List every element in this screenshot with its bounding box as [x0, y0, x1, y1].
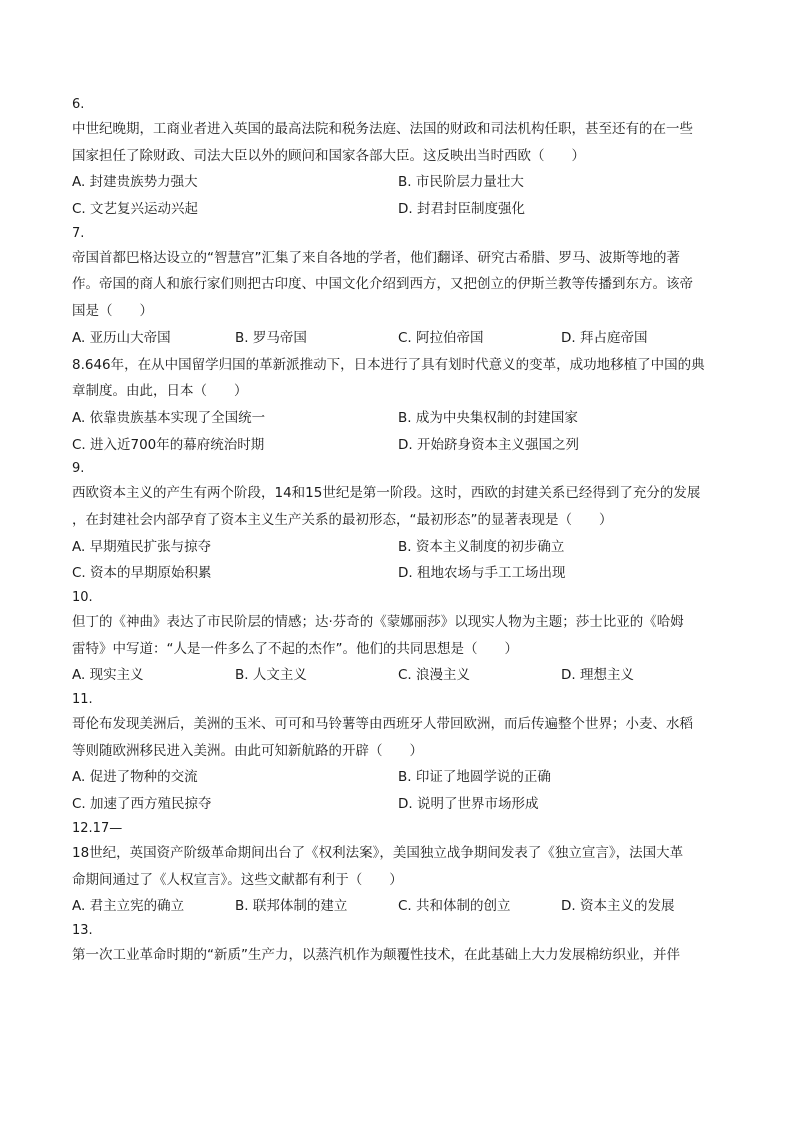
- question-stem-line: 国家担任了除财政、司法大臣以外的顾问和国家各部大臣。这反映出当时西欧（ ）: [72, 147, 585, 164]
- question-stem-line: 命期间通过了《人权宣言》。这些文献都有利于（ ）: [72, 871, 403, 888]
- option-d[interactable]: D. 封君封臣制度强化: [398, 201, 525, 218]
- option-c[interactable]: C. 阿拉伯帝国: [398, 329, 484, 346]
- option-c[interactable]: C. 浪漫主义: [398, 667, 471, 684]
- question-stem-line: 西欧资本主义的产生有两个阶段，14和15世纪是第一阶段。这时，西欧的封建关系已经得到了充分的发展: [72, 485, 701, 502]
- option-row: [72, 662, 724, 689]
- option-b[interactable]: B. 资本主义制度的初步确立: [398, 538, 565, 555]
- question-number: 11.: [72, 692, 93, 708]
- option-b[interactable]: B. 联邦体制的建立: [235, 898, 348, 915]
- option-b[interactable]: B. 人文主义: [235, 667, 307, 684]
- option-a[interactable]: A. 亚历山大帝国: [72, 329, 171, 346]
- exam-page: [72, 94, 724, 969]
- question-stem-line: ，在封建社会内部孕育了资本主义生产关系的最初形态，“最初形态”的显著表现是（ ）: [72, 511, 613, 528]
- option-row: [72, 432, 724, 459]
- question-number: 6.: [72, 97, 85, 112]
- option-row: [72, 325, 724, 352]
- option-d[interactable]: D. 拜占庭帝国: [561, 329, 648, 346]
- question-number: 13.: [72, 922, 93, 938]
- option-c[interactable]: C. 进入近700年的幕府统治时期: [72, 436, 265, 453]
- option-row: [72, 560, 724, 587]
- question-number: 7.: [72, 225, 85, 241]
- option-row: [72, 169, 724, 196]
- question-stem-line: 第一次工业革命时期的“新质”生产力，以蒸汽机作为颠覆性技术，在此基础上大力发展棉纺织业，并伴: [72, 946, 680, 963]
- question-stem-line: 哥伦布发现美洲后，美洲的玉米、可可和马铃薯等由西班牙人带回欧洲，而后传遍整个世界；小麦、水稻: [72, 716, 693, 733]
- option-d[interactable]: D. 说明了世界市场形成: [398, 796, 539, 813]
- question-stem-line: 雷特》中写道：“人是一件多么了不起的杰作”。他们的共同思想是（ ）: [72, 640, 518, 657]
- option-row: [72, 764, 724, 791]
- option-c[interactable]: C. 共和体制的创立: [398, 898, 511, 915]
- question-stem-line: 但丁的《神曲》表达了市民阶层的情感；达·芬奇的《蒙娜丽莎》以现实人物为主题；莎士比亚的《哈姆: [72, 614, 684, 630]
- option-a[interactable]: A. 依靠贵族基本实现了全国统一: [72, 409, 266, 426]
- option-c[interactable]: C. 资本的早期原始积累: [72, 565, 212, 582]
- option-d[interactable]: D. 资本主义的发展: [561, 898, 675, 915]
- option-b[interactable]: B. 成为中央集权制的封建国家: [398, 409, 578, 426]
- option-b[interactable]: B. 市民阶层力量壮大: [398, 174, 524, 191]
- option-c[interactable]: C. 加速了西方殖民掠夺: [72, 796, 212, 813]
- option-row: [72, 893, 724, 920]
- question-stem-line: 国是（ ）: [72, 303, 153, 320]
- option-d[interactable]: D. 理想主义: [561, 667, 634, 684]
- option-a[interactable]: A. 封建贵族势力强大: [72, 174, 198, 191]
- option-a[interactable]: A. 促进了物种的交流: [72, 769, 198, 786]
- option-b[interactable]: B. 印证了地圆学说的正确: [398, 769, 551, 786]
- option-a[interactable]: A. 现实主义: [72, 667, 144, 684]
- option-a[interactable]: A. 早期殖民扩张与掠夺: [72, 538, 212, 555]
- option-c[interactable]: C. 文艺复兴运动兴起: [72, 201, 199, 218]
- option-a[interactable]: A. 君主立宪的确立: [72, 898, 185, 915]
- question-number: 12.17—: [72, 820, 123, 836]
- option-b[interactable]: B. 罗马帝国: [235, 329, 307, 346]
- option-row: [72, 196, 724, 223]
- option-d[interactable]: D. 开始跻身资本主义强国之列: [398, 436, 579, 453]
- option-row: [72, 405, 724, 432]
- option-d[interactable]: D. 租地农场与手工工场出现: [398, 565, 566, 582]
- question-stem-line: 章制度。由此，日本（ ）: [72, 383, 248, 400]
- question-stem-line: 作。帝国的商人和旅行家们则把古印度、中国文化介绍到西方，又把创立的伊斯兰教等传播到东方。该帝: [72, 276, 693, 293]
- question-number: 10.: [72, 590, 93, 605]
- option-row: [72, 791, 724, 818]
- question-number: 9.: [72, 461, 85, 477]
- question-stem-line: 帝国首都巴格达设立的“智慧宫”汇集了来自各地的学者，他们翻译、研究古希腊、罗马、波斯等地的著: [72, 249, 680, 266]
- option-row: [72, 534, 724, 561]
- question-stem-line: 8.646年，在从中国留学归国的革新派推动下，日本进行了具有划时代意义的变革，成功地移植了中国的典: [72, 356, 705, 373]
- question-stem-line: 等则随欧洲移民进入美洲。由此可知新航路的开辟（ ）: [72, 742, 423, 759]
- question-stem-line: 中世纪晚期，工商业者进入英国的最高法院和税务法庭、法国的财政和司法机构任职，甚至还有的在一些: [72, 121, 693, 137]
- question-stem-line: 18世纪，英国资产阶级革命期间出台了《权利法案》，美国独立战争期间发表了《独立宣言》，法国大革: [72, 844, 684, 861]
